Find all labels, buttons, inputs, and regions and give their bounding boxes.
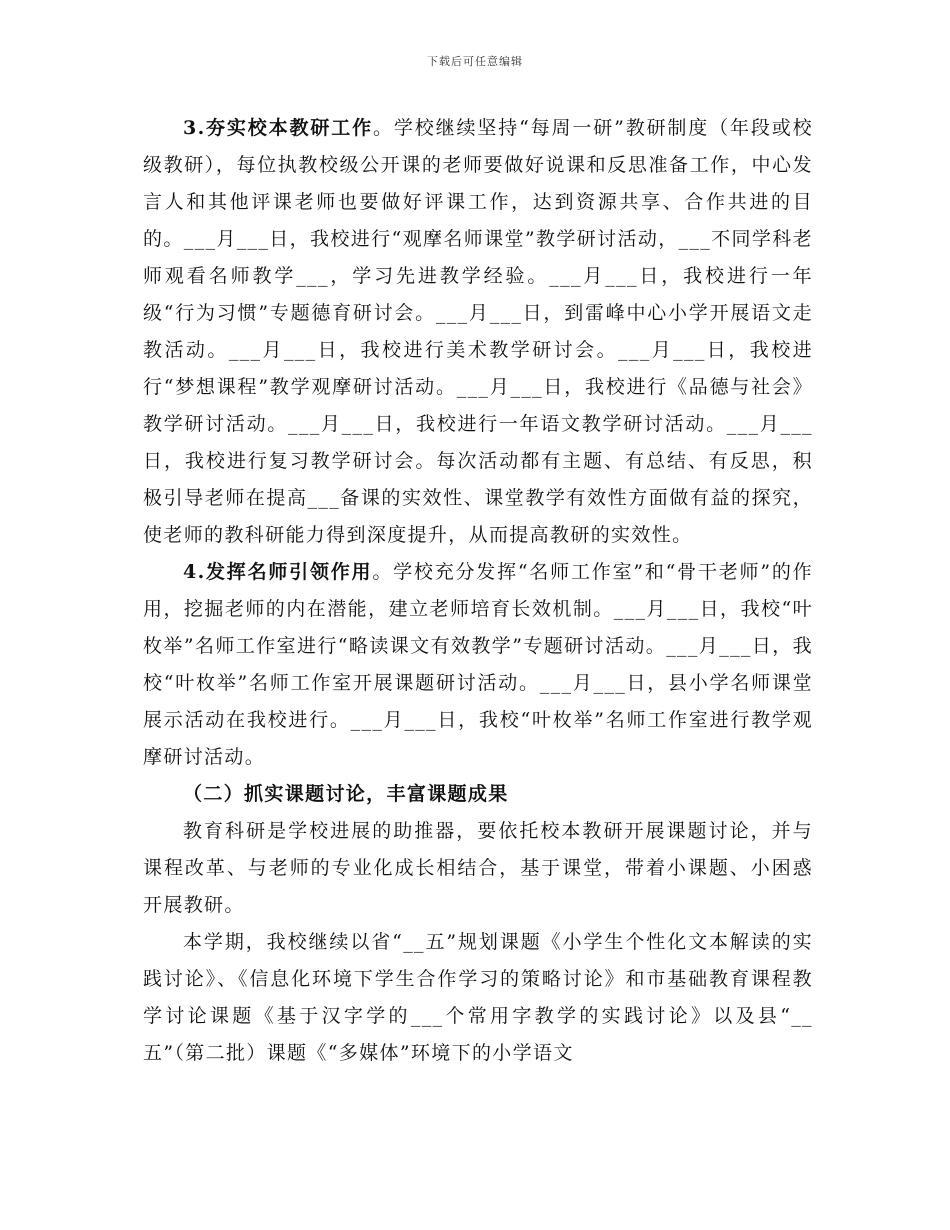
section-heading: （二）抓实课题讨论，丰富课题成果 (183, 783, 509, 805)
document-body (143, 110, 813, 1072)
paragraph-lead: 4.发挥名师引领作用 (183, 561, 373, 583)
paragraph-semester-projects: 本学期，我校继续以省“__五”规划课题《小学生个性化文本解读的实践讨论》、《信息化环境下学生合作学习的策略讨论》和市基础教育课程教学讨论课题《基于汉字学的___个常用字教学的实践讨论》以及县“__五”（第二批）课题《“多媒体”环境下的小学语文 (143, 931, 813, 1064)
paragraph-lead: 3.夯实校本教研工作 (183, 117, 373, 139)
paragraph-text: 。学校继续坚持“每周一研”教研制度（年段或校级教研），每位执教校级公开课的老师要做好说课和反思准备工作，中心发言人和其他评课老师也要做好评课工作，达到资源共享、合作共进的目的。___月___日，我校进行“观摩名师课堂”教学研讨活动，___不同学科老师观看名师教学___，学习先进教学经验。___月___日，我校进行一年级“行为习惯”专题德育研讨会。___月___日，到雷峰中心小学开展语文走教活动。___月___日，我校进行美术教学研讨会。___月___日，我校进行“梦想课程”教学观摩研讨活动。___月___日，我校进行《品德与社会》教学研讨活动。___月___日，我校进行一年语文教学研讨活动。___月___日，我校进行复习教学研讨会。每次活动都有主题、有总结、有反思，积极引导老师在提高___备课的实效性、课堂教学有效性方面做有益的探究，使老师的教科研能力得到深度提升，从而提高教研的实效性。 (143, 117, 813, 546)
paragraph-research-intro: 教育科研是学校进展的助推器，要依托校本教研开展课题讨论，并与课程改革、与老师的专业化成长相结合，基于课堂，带着小课题、小困惑开展教研。 (143, 820, 813, 916)
paragraph-school-research (143, 110, 813, 554)
paragraph-famous-teacher (143, 554, 813, 776)
paragraph-text: 。学校充分发挥“名师工作室”和“骨干老师”的作用，挖掘老师的内在潜能，建立老师培育长效机制。___月___日，我校“叶枚举”名师工作室进行“略读课文有效教学”专题研讨活动。___月___日，我校“叶枚举”名师工作室开展课题研讨活动。___月___日，县小学名师课堂展示活动在我校进行。___月___日，我校“叶枚举”名师工作室进行教学观摩研讨活动。 (143, 561, 813, 768)
page-header: 下载后可任意编辑 (427, 55, 523, 68)
